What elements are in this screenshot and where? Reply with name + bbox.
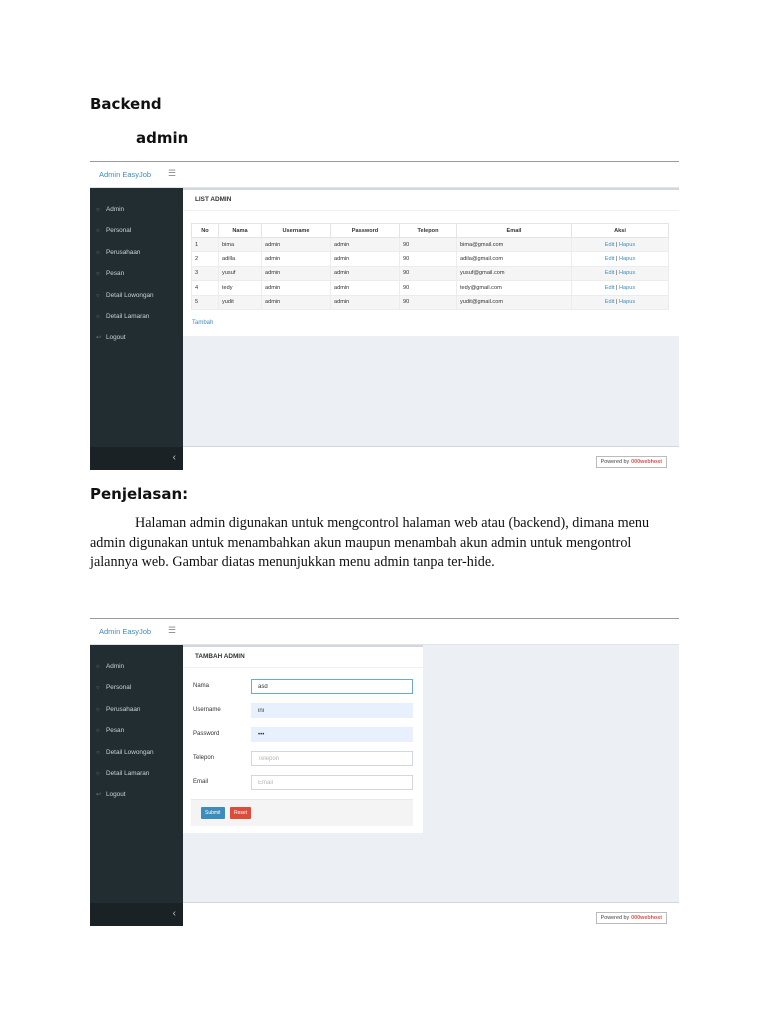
sidebar-item-detail-lamaran[interactable] xyxy=(96,313,149,320)
divider xyxy=(183,667,423,668)
cell-username: admin xyxy=(262,252,331,266)
cell-no: 2 xyxy=(192,252,219,266)
edit-link[interactable]: Edit xyxy=(604,284,615,291)
cell-nama: tedy xyxy=(219,281,262,295)
file-icon: ○ xyxy=(96,314,100,320)
sidebar-item-pesan[interactable] xyxy=(96,727,124,734)
sidebar-collapse-bar xyxy=(90,447,183,470)
action-separator: | xyxy=(616,270,618,277)
cell-email: yusuf@gmail.com xyxy=(457,266,572,280)
column-header-nama: Nama xyxy=(219,224,262,238)
table-header-row xyxy=(192,224,669,238)
sidebar-item-label: Personal xyxy=(106,684,132,691)
briefcase-icon: ○ xyxy=(96,750,100,756)
app-topbar xyxy=(90,619,679,645)
host-label: 000webhost xyxy=(631,459,662,465)
sidebar xyxy=(90,188,183,470)
action-separator: | xyxy=(616,241,618,248)
table-row xyxy=(192,238,669,252)
delete-link[interactable]: Hapus xyxy=(619,284,636,291)
table-row xyxy=(192,252,669,266)
cell-no: 5 xyxy=(192,295,219,309)
sidebar-collapse-bar xyxy=(90,903,183,926)
cell-aksi xyxy=(572,266,669,280)
sidebar-item-logout[interactable] xyxy=(96,334,126,341)
cell-nama: yusuf xyxy=(219,266,262,280)
section-heading-explanation: Penjelasan: xyxy=(90,485,189,503)
sidebar-item-pesan[interactable] xyxy=(96,270,124,277)
app-brand[interactable]: Admin EasyJob xyxy=(99,170,152,179)
sidebar-item-label: Pesan xyxy=(106,270,125,277)
username-input[interactable] xyxy=(251,703,413,718)
admin-table xyxy=(191,223,669,310)
menu-toggle-icon[interactable]: ☰ xyxy=(168,168,177,178)
logout-icon: ↩ xyxy=(96,335,102,341)
sidebar-item-label: Admin xyxy=(106,663,125,670)
sidebar-item-admin[interactable] xyxy=(96,206,124,213)
cell-password: admin xyxy=(331,295,400,309)
sidebar-item-detail-lowongan[interactable] xyxy=(96,292,154,299)
powered-label: Powered by xyxy=(600,459,630,465)
app-topbar xyxy=(90,162,679,188)
edit-link[interactable]: Edit xyxy=(604,256,615,263)
sidebar-item-label: Detail Lamaran xyxy=(106,313,150,320)
nama-input[interactable] xyxy=(251,679,413,694)
tambah-admin-box xyxy=(183,645,423,833)
cell-email: tedy@gmail.com xyxy=(457,281,572,295)
sidebar-item-detail-lamaran[interactable] xyxy=(96,770,149,777)
cell-telepon: 90 xyxy=(400,281,457,295)
briefcase-icon: ○ xyxy=(96,293,100,299)
powered-label: Powered by xyxy=(600,915,630,921)
cell-nama: yudit xyxy=(219,295,262,309)
list-admin-box xyxy=(183,188,679,336)
sidebar-item-personal[interactable] xyxy=(96,227,131,234)
table-row xyxy=(192,281,669,295)
user-icon: ○ xyxy=(96,664,100,670)
app-footer xyxy=(183,902,679,926)
cell-no: 4 xyxy=(192,281,219,295)
column-header-no: No xyxy=(192,224,219,238)
sidebar-item-label: Detail Lamaran xyxy=(106,770,150,777)
app-footer xyxy=(183,446,679,470)
nama-label: Nama xyxy=(193,683,210,689)
cell-aksi xyxy=(572,281,669,295)
explanation-paragraph xyxy=(90,514,680,573)
chevron-left-icon[interactable]: ‹ xyxy=(172,452,176,463)
cell-aksi xyxy=(572,252,669,266)
envelope-icon: ○ xyxy=(96,271,100,277)
form-footer xyxy=(191,799,413,826)
sidebar-item-personal[interactable] xyxy=(96,684,131,691)
cell-aksi xyxy=(572,295,669,309)
cell-password: admin xyxy=(331,266,400,280)
cell-username: admin xyxy=(262,281,331,295)
delete-link[interactable]: Hapus xyxy=(619,299,636,306)
sidebar-item-label: Perusahaan xyxy=(106,706,141,713)
sidebar-item-label: Admin xyxy=(106,206,125,213)
divider xyxy=(183,210,679,211)
paragraph-text: Halaman admin digunakan untuk mengcontrol halaman web atau (backend), dimana menu admin digunakan untuk menambahkan akun maupun menambah akun admin untuk mengontrol jalannya web. Gambar diatas menunjukkan menu admin tanpa ter-hide. xyxy=(90,515,650,570)
reset-button[interactable]: Reset xyxy=(230,807,251,819)
section-heading-backend: Backend xyxy=(90,95,162,113)
cell-nama: adilla xyxy=(219,252,262,266)
sidebar-item-label: Perusahaan xyxy=(106,249,141,256)
delete-link[interactable]: Hapus xyxy=(619,241,636,248)
delete-link[interactable]: Hapus xyxy=(619,270,636,277)
box-title: LIST ADMIN xyxy=(195,196,232,203)
user-icon: ○ xyxy=(96,685,100,691)
cell-telepon: 90 xyxy=(400,252,457,266)
add-admin-link[interactable]: Tambah xyxy=(192,320,214,326)
action-separator: | xyxy=(616,284,618,291)
section-heading-admin: admin xyxy=(136,129,189,147)
column-header-username: Username xyxy=(262,224,331,238)
action-separator: | xyxy=(616,299,618,306)
edit-link[interactable]: Edit xyxy=(604,270,615,277)
telepon-input[interactable] xyxy=(251,751,413,766)
cell-telepon: 90 xyxy=(400,238,457,252)
email-input[interactable] xyxy=(251,775,413,790)
sidebar-item-detail-lowongan[interactable] xyxy=(96,749,154,756)
powered-badge[interactable] xyxy=(596,912,667,924)
edit-link[interactable]: Edit xyxy=(604,241,615,248)
screenshot-list-admin xyxy=(90,161,679,470)
cell-email: yudit@gmail.com xyxy=(457,295,572,309)
sidebar-item-label: Personal xyxy=(106,227,132,234)
email-label: Email xyxy=(193,779,209,785)
screenshot-tambah-admin xyxy=(90,618,679,926)
user-icon: ○ xyxy=(96,207,100,213)
cell-telepon: 90 xyxy=(400,266,457,280)
menu-toggle-icon[interactable]: ☰ xyxy=(168,625,177,635)
action-separator: | xyxy=(616,256,618,263)
file-icon: ○ xyxy=(96,771,100,777)
cell-password: admin xyxy=(331,238,400,252)
sidebar xyxy=(90,645,183,926)
cell-username: admin xyxy=(262,295,331,309)
table-row xyxy=(192,266,669,280)
cell-nama: bima xyxy=(219,238,262,252)
cell-email: bima@gmail.com xyxy=(457,238,572,252)
user-icon: ○ xyxy=(96,228,100,234)
users-icon: ○ xyxy=(96,707,100,713)
sidebar-item-label: Detail Lowongan xyxy=(106,749,154,756)
envelope-icon: ○ xyxy=(96,728,100,734)
app-brand[interactable]: Admin EasyJob xyxy=(99,627,152,636)
edit-link[interactable]: Edit xyxy=(604,299,615,306)
sidebar-item-label: Logout xyxy=(106,334,126,341)
sidebar-item-perusahaan[interactable] xyxy=(96,249,140,256)
submit-button[interactable]: Submit xyxy=(201,807,225,819)
powered-badge[interactable] xyxy=(596,456,667,468)
sidebar-item-label: Pesan xyxy=(106,727,125,734)
column-header-password: Password xyxy=(331,224,400,238)
sidebar-item-label: Logout xyxy=(106,791,126,798)
box-title: TAMBAH ADMIN xyxy=(195,653,245,660)
password-input[interactable] xyxy=(251,727,413,742)
sidebar-item-admin[interactable] xyxy=(96,663,124,670)
column-header-telepon: Telepon xyxy=(400,224,457,238)
chevron-left-icon[interactable]: ‹ xyxy=(172,908,176,919)
host-label: 000webhost xyxy=(631,915,662,921)
username-label: Username xyxy=(193,707,221,713)
cell-telepon: 90 xyxy=(400,295,457,309)
cell-username: admin xyxy=(262,238,331,252)
cell-username: admin xyxy=(262,266,331,280)
logout-icon: ↩ xyxy=(96,792,102,798)
cell-email: adila@gmail.com xyxy=(457,252,572,266)
cell-no: 1 xyxy=(192,238,219,252)
sidebar-item-perusahaan[interactable] xyxy=(96,706,140,713)
telepon-label: Telepon xyxy=(193,755,215,761)
password-label: Password xyxy=(193,731,220,737)
cell-password: admin xyxy=(331,281,400,295)
cell-no: 3 xyxy=(192,266,219,280)
sidebar-item-label: Detail Lowongan xyxy=(106,292,154,299)
column-header-aksi: Aksi xyxy=(572,224,669,238)
delete-link[interactable]: Hapus xyxy=(619,256,636,263)
cell-aksi xyxy=(572,238,669,252)
cell-password: admin xyxy=(331,252,400,266)
column-header-email: Email xyxy=(457,224,572,238)
users-icon: ○ xyxy=(96,250,100,256)
table-row xyxy=(192,295,669,309)
sidebar-item-logout[interactable] xyxy=(96,791,126,798)
